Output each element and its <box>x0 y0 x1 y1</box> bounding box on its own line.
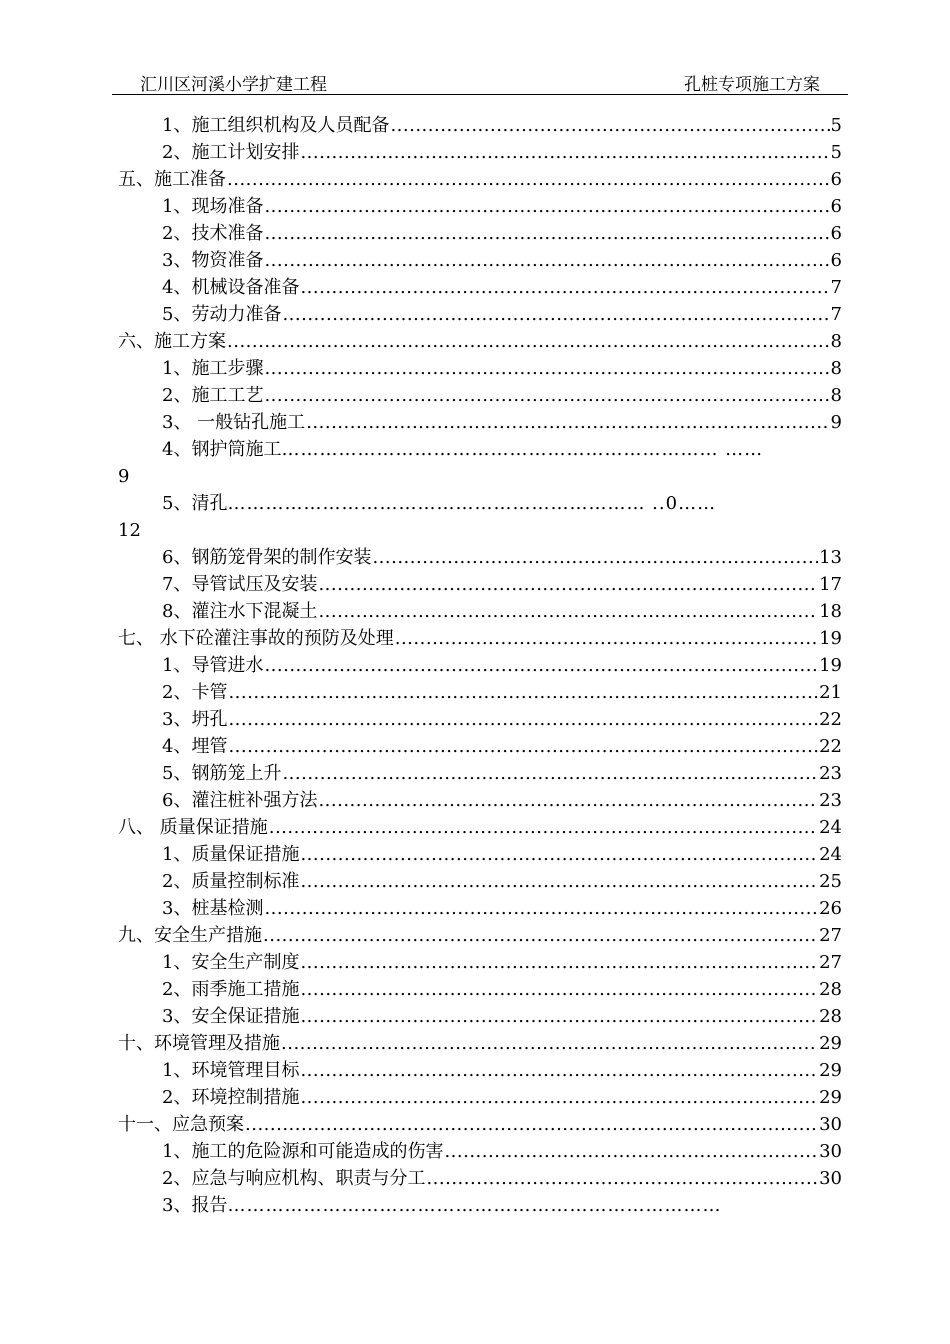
toc-entry-leader <box>269 814 818 841</box>
toc-entry-page-number: 28 <box>819 1006 842 1027</box>
toc-entry-page-number: 22 <box>819 709 842 730</box>
toc-entry[interactable] <box>118 598 842 625</box>
toc-entry-leader <box>300 841 818 868</box>
toc-entry-title: 5、钢筋笼上升 <box>162 763 282 784</box>
toc-entry-leader <box>390 112 829 139</box>
toc-entry-leader <box>264 193 829 220</box>
toc-entry-leader <box>444 1138 818 1165</box>
toc-entry-title: 5、清孔 <box>162 493 228 514</box>
toc-entry-page-number: 12 <box>118 520 141 541</box>
toc-entry-leader <box>281 1030 818 1057</box>
toc-entry-page-number: 30 <box>819 1168 842 1189</box>
toc-entry[interactable] <box>118 247 842 274</box>
toc-entry-leader <box>318 571 818 598</box>
toc-entry-page-number: 5 <box>830 142 842 163</box>
toc-entry-page-number: 9 <box>118 466 130 487</box>
table-of-contents <box>118 112 842 1219</box>
toc-entry-title: 6、灌注桩补强方法 <box>162 790 318 811</box>
toc-entry-page-number: 21 <box>819 682 842 703</box>
toc-entry-leader <box>318 787 818 814</box>
toc-entry-leader <box>227 328 830 355</box>
toc-entry-title: 3、安全保证措施 <box>162 1006 300 1027</box>
toc-entry-leader <box>264 382 829 409</box>
toc-entry-page-number: 17 <box>819 574 842 595</box>
toc-entry-page-number: 6 <box>830 169 842 190</box>
page-header <box>112 70 848 95</box>
toc-entry-title: 7、导管试压及安装 <box>162 574 318 595</box>
toc-entry-leader <box>306 409 829 436</box>
toc-entry-page-number: 19 <box>819 655 842 676</box>
toc-entry[interactable] <box>118 1084 842 1111</box>
toc-entry-leader <box>228 733 818 760</box>
toc-entry-leader <box>263 922 818 949</box>
toc-entry-page-number: 30 <box>819 1114 842 1135</box>
toc-entry-leader <box>372 544 818 571</box>
toc-entry-leader: …………………………………………………………………… <box>227 1195 722 1216</box>
toc-entry[interactable] <box>118 1003 842 1030</box>
toc-entry[interactable] <box>118 139 842 166</box>
toc-entry-title: 八、 质量保证措施 <box>118 817 268 838</box>
toc-entry[interactable] <box>118 1165 842 1192</box>
toc-entry[interactable] <box>118 166 842 193</box>
toc-entry-title: 七、 水下砼灌注事故的预防及处理 <box>118 628 394 649</box>
toc-entry[interactable] <box>118 787 842 814</box>
toc-entry-title: 2、卡管 <box>162 682 228 703</box>
toc-entry[interactable] <box>118 706 842 733</box>
toc-entry-title: 3、 一般钻孔施工 <box>162 412 306 433</box>
toc-entry[interactable] <box>118 436 842 463</box>
toc-entry-page-number: 6 <box>830 250 842 271</box>
toc-entry-page-number: 24 <box>819 817 842 838</box>
toc-entry-title: 1、施工步骤 <box>162 358 264 379</box>
toc-entry-title: 2、施工工艺 <box>162 385 264 406</box>
toc-entry[interactable] <box>118 1057 842 1084</box>
toc-entry-page-number: 29 <box>819 1060 842 1081</box>
toc-entry-leader <box>300 868 818 895</box>
toc-entry-page-number: 26 <box>819 898 842 919</box>
toc-entry-title: 3、物资准备 <box>162 250 264 271</box>
toc-entry-title: 3、坍孔 <box>162 709 228 730</box>
toc-entry[interactable] <box>118 193 842 220</box>
toc-entry-title: 1、施工组织机构及人员配备 <box>162 115 390 136</box>
toc-entry-leader <box>228 679 818 706</box>
toc-entry[interactable] <box>118 328 842 355</box>
toc-entry-leader <box>300 1084 818 1111</box>
toc-entry-leader <box>300 949 818 976</box>
toc-entry-page-number: 7 <box>830 304 842 325</box>
toc-entry-page-number: 23 <box>819 790 842 811</box>
toc-entry-title: 2、技术准备 <box>162 223 264 244</box>
toc-entry-title: 九、安全生产措施 <box>118 925 262 946</box>
toc-entry[interactable] <box>118 922 842 949</box>
toc-entry-leader <box>264 895 818 922</box>
toc-entry-title: 五、施工准备 <box>118 169 226 190</box>
toc-entry-leader <box>228 706 818 733</box>
toc-entry-leader <box>395 625 818 652</box>
toc-entry[interactable] <box>118 544 842 571</box>
toc-entry-leader <box>264 355 829 382</box>
toc-entry-leader <box>264 652 818 679</box>
toc-entry[interactable] <box>118 355 842 382</box>
toc-entry-leader <box>318 598 818 625</box>
toc-entry-title: 1、安全生产制度 <box>162 952 300 973</box>
toc-entry-title: 3、桩基检测 <box>162 898 264 919</box>
toc-entry-title: 1、质量保证措施 <box>162 844 300 865</box>
toc-entry-leader <box>245 1111 818 1138</box>
toc-entry-leader <box>300 1057 818 1084</box>
toc-entry-title: 1、导管进水 <box>162 655 264 676</box>
toc-entry-page-number: 5 <box>830 115 842 136</box>
toc-entry-leader: ………………………………………………………… ..0…… <box>227 493 717 514</box>
toc-entry[interactable] <box>118 409 842 436</box>
toc-entry-title: 5、劳动力准备 <box>162 304 282 325</box>
toc-entry-title: 2、雨季施工措施 <box>162 979 300 1000</box>
toc-entry-page-number: 8 <box>830 331 842 352</box>
toc-entry-title: 4、埋管 <box>162 736 228 757</box>
toc-entry[interactable] <box>118 760 842 787</box>
toc-entry-title: 8、灌注水下混凝土 <box>162 601 318 622</box>
toc-entry[interactable] <box>118 1111 842 1138</box>
toc-entry[interactable] <box>118 868 842 895</box>
toc-entry-page-number: 18 <box>819 601 842 622</box>
toc-entry[interactable] <box>118 814 842 841</box>
toc-entry[interactable] <box>118 679 842 706</box>
toc-entry-page-number: 23 <box>819 763 842 784</box>
toc-entry[interactable] <box>118 976 842 1003</box>
toc-entry-leader <box>300 139 829 166</box>
toc-entry-leader <box>282 760 818 787</box>
toc-entry[interactable] <box>118 733 842 760</box>
toc-entry-title: 2、环境控制措施 <box>162 1087 300 1108</box>
toc-entry-page-number: 25 <box>819 871 842 892</box>
toc-entry-title: 2、应急与响应机构、职责与分工 <box>162 1168 426 1189</box>
toc-entry[interactable] <box>118 1138 842 1165</box>
toc-entry-page-number: 29 <box>819 1087 842 1108</box>
toc-entry-leader <box>264 247 829 274</box>
toc-entry[interactable] <box>118 841 842 868</box>
toc-entry-leader <box>300 274 829 301</box>
toc-entry-page-number: 6 <box>830 223 842 244</box>
toc-entry-page-number: 27 <box>819 925 842 946</box>
toc-entry-title: 2、质量控制标准 <box>162 871 300 892</box>
toc-entry-leader <box>426 1165 818 1192</box>
toc-entry-title: 1、环境管理目标 <box>162 1060 300 1081</box>
toc-entry-page-number: 6 <box>830 196 842 217</box>
toc-entry[interactable] <box>118 652 842 679</box>
toc-entry[interactable] <box>118 949 842 976</box>
toc-entry-leader <box>264 220 829 247</box>
toc-entry-leader <box>300 1003 818 1030</box>
toc-entry-title: 4、机械设备准备 <box>162 277 300 298</box>
toc-entry-title: 6、钢筋笼骨架的制作安装 <box>162 547 372 568</box>
toc-entry[interactable] <box>118 274 842 301</box>
toc-entry-page-number: 19 <box>819 628 842 649</box>
toc-entry-page-number: 30 <box>819 1141 842 1162</box>
toc-entry-page-number: 13 <box>819 547 842 568</box>
toc-entry-page-number: 8 <box>830 358 842 379</box>
toc-entry-title: 3、报告 <box>162 1195 228 1216</box>
toc-entry-page-number: 22 <box>819 736 842 757</box>
toc-entry-title: 2、施工计划安排 <box>162 142 300 163</box>
toc-entry-page-number: 9 <box>830 412 842 433</box>
toc-entry-title: 六、施工方案 <box>118 331 226 352</box>
toc-entry[interactable] <box>118 625 842 652</box>
toc-entry-leader: …………………………………………………………… …… <box>281 439 764 460</box>
toc-entry-leader <box>282 301 829 328</box>
toc-entry[interactable] <box>118 1192 842 1219</box>
toc-entry-title: 十一、应急预案 <box>118 1114 244 1135</box>
toc-entry-title: 1、现场准备 <box>162 196 264 217</box>
header-document-title: 孔桩专项施工方案 <box>684 75 820 95</box>
toc-entry[interactable] <box>118 382 842 409</box>
toc-entry[interactable] <box>118 490 842 517</box>
toc-entry-title: 4、钢护筒施工 <box>162 439 282 460</box>
toc-entry-page-number: 29 <box>819 1033 842 1054</box>
toc-entry[interactable] <box>118 1030 842 1057</box>
toc-entry[interactable] <box>118 895 842 922</box>
toc-entry[interactable] <box>118 301 842 328</box>
toc-entry[interactable] <box>118 220 842 247</box>
header-project-name: 汇川区河溪小学扩建工程 <box>140 75 327 95</box>
toc-entry-page-number: 28 <box>819 979 842 1000</box>
toc-entry-page-number: 7 <box>830 277 842 298</box>
toc-entry-page-number: 24 <box>819 844 842 865</box>
toc-entry[interactable] <box>118 112 842 139</box>
toc-entry-title: 1、施工的危险源和可能造成的伤害 <box>162 1141 444 1162</box>
toc-entry-page-number: 27 <box>819 952 842 973</box>
toc-entry-title: 十、环境管理及措施 <box>118 1033 280 1054</box>
toc-entry[interactable] <box>118 571 842 598</box>
toc-entry-leader <box>300 976 818 1003</box>
toc-entry-page-number: 8 <box>830 385 842 406</box>
toc-entry-leader <box>227 166 830 193</box>
